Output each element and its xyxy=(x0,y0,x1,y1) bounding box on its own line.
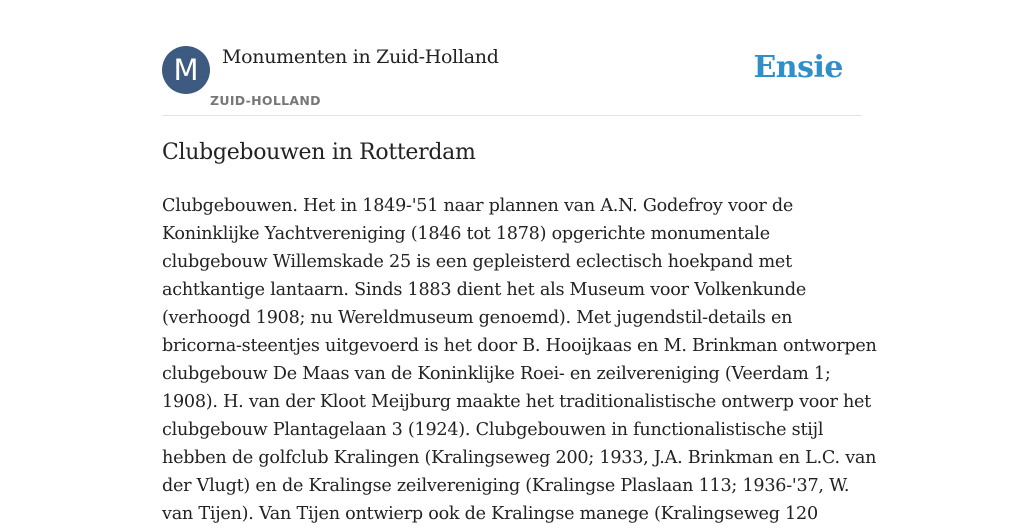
article-body-line: clubgebouw Willemskade 25 is een gepleisterd eclectisch hoekpand met xyxy=(162,252,792,272)
source-category-link[interactable]: ZUID-HOLLAND xyxy=(210,93,321,108)
article-body-line: van Tijen). Van Tijen ontwierp ook de Kralingse manege (Kralingseweg 120 xyxy=(162,504,818,524)
article-header xyxy=(162,46,862,116)
article-body-line: hebben de golfclub Kralingen (Kralingseweg 200; 1933, J.A. Brinkman en L.C. van xyxy=(162,448,877,468)
article-body-line: achtkantige lantaarn. Sinds 1883 dient het als Museum voor Volkenkunde xyxy=(162,280,807,300)
source-title-link[interactable]: Monumenten in Zuid-Holland xyxy=(222,46,499,68)
article-body-line: Koninklijke Yachtvereniging (1846 tot 1878) opgerichte monumentale xyxy=(162,224,770,244)
article-body-line: (verhoogd 1908; nu Wereldmuseum genoemd). Met jugendstil-details en xyxy=(162,308,793,328)
article-body xyxy=(162,192,877,528)
article-body-line: clubgebouw De Maas van de Koninklijke Roei- en zeilvereniging (Veerdam 1; xyxy=(162,364,831,384)
source-avatar[interactable]: M xyxy=(162,46,210,94)
article-body-line: der Vlugt) en de Kralingse zeilvereniging (Kralingse Plaslaan 113; 1936-'37, W. xyxy=(162,476,850,496)
article-body-line: 1908). H. van der Kloot Meijburg maakte het traditionalistische ontwerp voor het xyxy=(162,392,872,412)
article-body-line: bricorna-steentjes uitgevoerd is het door B. Hooijkaas en M. Brinkman ontworpen xyxy=(162,336,877,356)
article-title: Clubgebouwen in Rotterdam xyxy=(162,140,476,165)
article-body-line: Clubgebouwen. Het in 1849-'51 naar plannen van A.N. Godefroy voor de xyxy=(162,196,793,216)
header-divider xyxy=(162,115,862,116)
ensie-logo[interactable]: Ensie xyxy=(753,50,843,85)
article-body-line: clubgebouw Plantagelaan 3 (1924). Clubgebouwen in functionalistische stijl xyxy=(162,420,824,440)
